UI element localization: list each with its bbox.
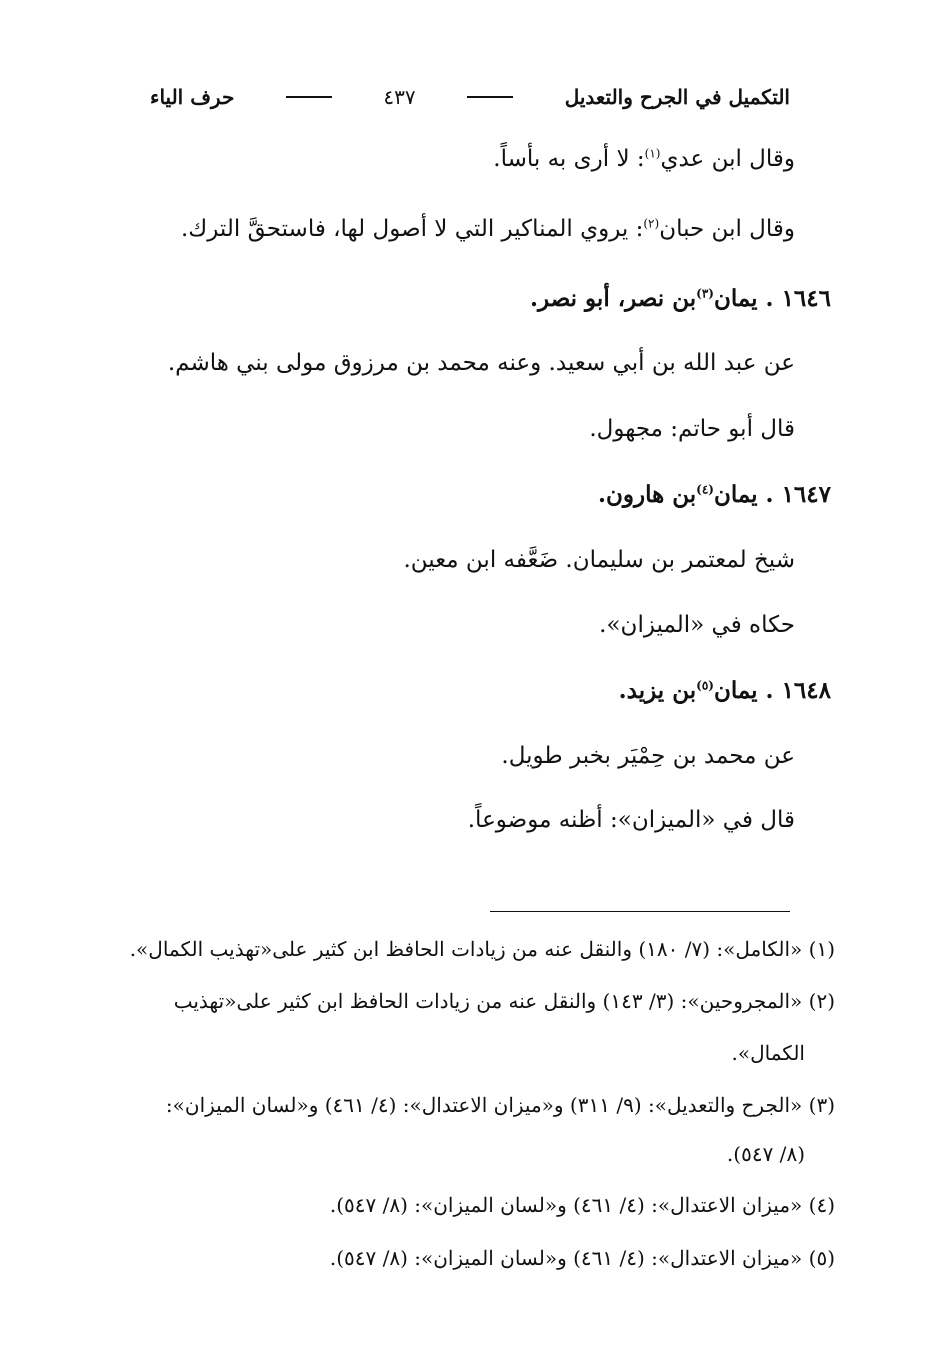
footnote-5: (٥) «ميزان الاعتدال»: (٤/ ٤٦١) و«لسان الميزان»: (٨/ ٥٤٧). bbox=[329, 1246, 835, 1270]
entry-name: ١٦٤٦ . يمان bbox=[713, 285, 831, 312]
footnote-ref[interactable]: (٥) bbox=[696, 678, 714, 693]
text-line: حكاه في «الميزان». bbox=[599, 612, 795, 638]
entry-name: ١٦٤٧ . يمان bbox=[713, 481, 831, 508]
footnote-2: (٢) «المجروحين»: (٣/ ١٤٣) والنقل عنه من زيادات الحافظ ابن كثير على«تهذيب bbox=[173, 989, 835, 1013]
footnote-divider bbox=[490, 911, 790, 912]
text-line: قال في «الميزان»: أظنه موضوعاً. bbox=[467, 807, 795, 833]
entry-heading-1648 bbox=[36, 676, 831, 706]
text-segment: : يروي المناكير التي لا أصول لها، فاستحقَّ الترك. bbox=[180, 216, 644, 242]
book-title: التكميل في الجرح والتعديل bbox=[564, 85, 790, 109]
text-line: عن عبد الله بن أبي سعيد. وعنه محمد بن مرزوق مولى بني هاشم. bbox=[167, 350, 795, 376]
footnote-1: (١) «الكامل»: (٧/ ١٨٠) والنقل عنه من زيادات الحافظ ابن كثير على«تهذيب الكمال». bbox=[129, 937, 835, 961]
text-line: شيخ لمعتمر بن سليمان. ضَعَّفه ابن معين. bbox=[403, 547, 795, 573]
footnote-ref[interactable]: (٤) bbox=[696, 482, 714, 497]
entry-name: ١٦٤٨ . يمان bbox=[713, 677, 831, 704]
footnote-4: (٤) «ميزان الاعتدال»: (٤/ ٤٦١) و«لسان الميزان»: (٨/ ٥٤٧). bbox=[329, 1193, 835, 1217]
footnote-ref[interactable]: (٢) bbox=[643, 216, 660, 231]
header-rule bbox=[467, 96, 513, 98]
text-line bbox=[145, 144, 795, 174]
running-header bbox=[150, 80, 790, 114]
footnote-3-cont: (٨/ ٥٤٧). bbox=[726, 1142, 805, 1166]
entry-name-rest: بن يزيد. bbox=[618, 677, 697, 704]
text-segment: : لا أرى به بأساً. bbox=[493, 146, 645, 172]
footnote-ref[interactable]: (١) bbox=[644, 146, 661, 161]
page-number: ٤٣٧ bbox=[383, 85, 416, 109]
text-segment: وقال ابن عدي bbox=[660, 146, 795, 172]
footnote-2-cont: الكمال». bbox=[731, 1041, 805, 1065]
header-rule bbox=[286, 96, 332, 98]
text-segment: وقال ابن حبان bbox=[659, 216, 795, 242]
chapter-title: حرف الياء bbox=[150, 85, 235, 109]
entry-name-rest: بن نصر، أبو نصر. bbox=[530, 285, 697, 312]
entry-heading-1646 bbox=[36, 284, 831, 314]
text-line: قال أبو حاتم: مجهول. bbox=[589, 416, 795, 442]
text-line bbox=[145, 214, 795, 244]
footnote-3: (٣) «الجرح والتعديل»: (٩/ ٣١١) و«ميزان الاعتدال»: (٤/ ٤٦١) و«لسان الميزان»: bbox=[165, 1093, 835, 1117]
entry-name-rest: بن هارون. bbox=[597, 481, 697, 508]
entry-heading-1647 bbox=[36, 480, 831, 510]
text-line: عن محمد بن حِمْيَر بخبر طويل. bbox=[501, 743, 795, 769]
footnote-ref[interactable]: (٣) bbox=[696, 286, 714, 301]
